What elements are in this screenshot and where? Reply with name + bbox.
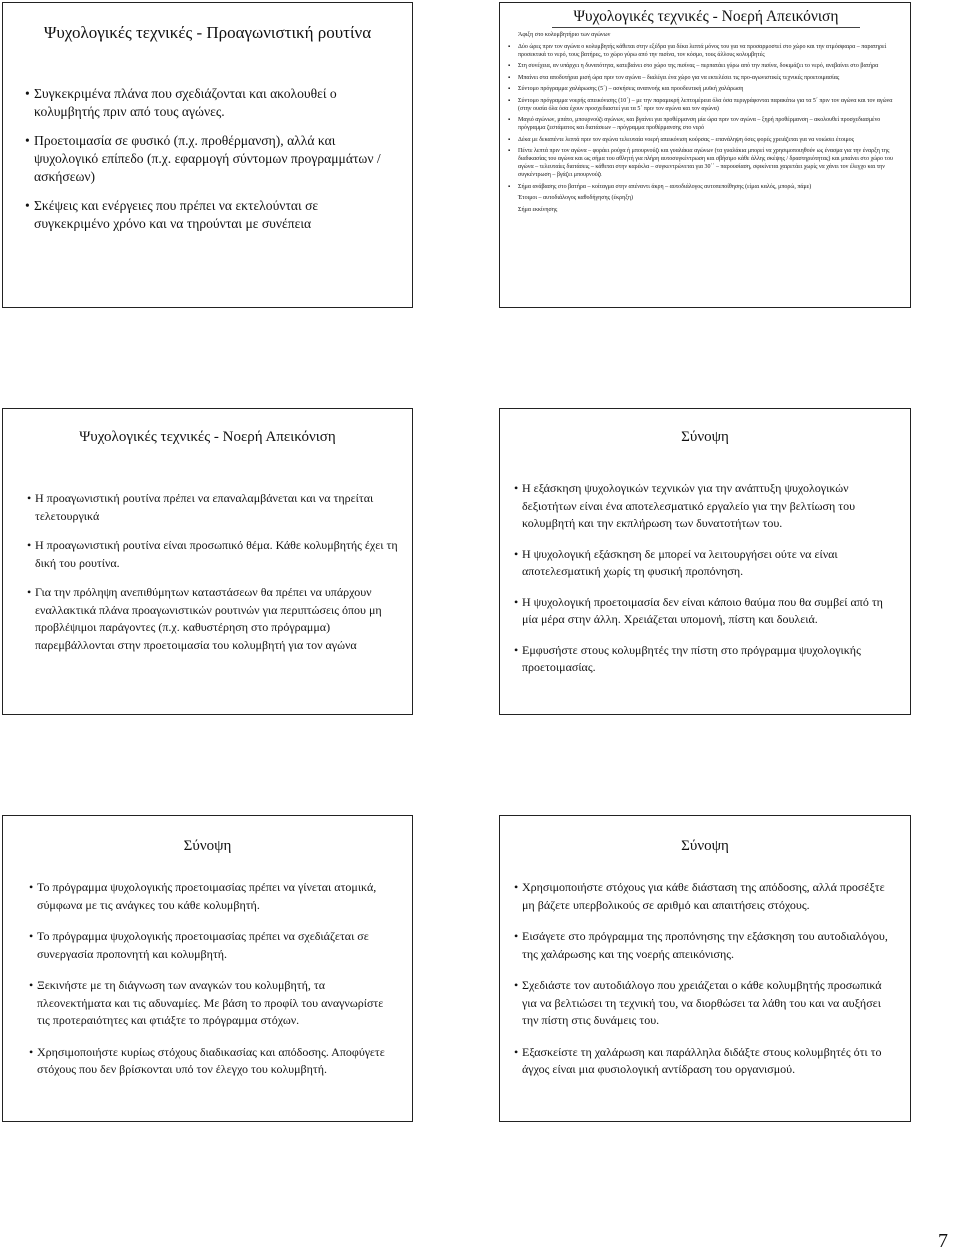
- bullet-list: [514, 480, 894, 677]
- bullet-item: • Η εξάσκηση ψυχολογικών τεχνικών για την ανάπτυξη ψυχολογικών δεξιοτήτων είναι ένα αποτελεσματικό εργαλείο για την βελτίωση του κολυμβητή και την εκπλήρωση των δυνατοτήτων του.: [514, 480, 894, 533]
- step-item: Σήμα εκκίνησης: [518, 206, 558, 213]
- bullet-item: • Η προαγωνιστική ρουτίνα είναι προσωπικό θέμα. Κάθε κολυμβητής έχει τη δική του ρουτίνα.: [27, 537, 398, 572]
- slide-mental-imagery-steps: [499, 2, 911, 308]
- step-item: ▪ Μαγιό αγώνων, μπάτο, μπουρνούζι αγώνων, και βγαίνει για προθέρμανση μία ώρα πριν τον αγώνα – ξηρή προθέρμανση – ακολουθεί προσχεδιασμένο πρόγραμμα ζεστάματος και διατάσεων – πρόγραμμα προθέρμανσης στο νερό: [508, 116, 904, 132]
- bullet-item: • Η προαγωνιστική ρουτίνα πρέπει να επαναλαμβάνεται και να τηρείται τελετουργικά: [27, 490, 398, 525]
- step-item: ▪ Σύντομο πρόγραμμα νοερής απεικόνισης (10΄) – με την παραμικρή λεπτομέρεια όλα όσα περιγράφονται παρακάτω για τα 5΄ πριν τον αγώνα και τον αγώνα (στην ουσία όλα όσα έχουν προσχεδιαστεί για τα 5΄ πριν τον αγώνα και τον αγώνα): [508, 97, 904, 113]
- slide-title: Ψυχολογικές τεχνικές - Νοερή Απεικόνιση: [552, 8, 860, 28]
- step-item: ▪ Σύντομο πρόγραμμα χαλάρωσης (5΄) – ασκήσεις αναπνοής και προοδευτική μυϊκή χαλάρωση: [508, 85, 904, 93]
- slide-title: Ψυχολογικές τεχνικές - Νοερή Απεικόνιση: [79, 429, 336, 445]
- bullet-item: • Χρησιμοποιήστε στόχους για κάθε διάσταση της απόδοσης, αλλά προσέξτε μη βάζετε υπερβολικούς σε αριθμό και απαιτήσεις στόχους.: [514, 879, 894, 914]
- slide-title: Σύνοψη: [681, 429, 729, 445]
- bullet-item: • Συγκεκριμένα πλάνα που σχεδιάζονται και ακολουθεί ο κολυμβητής πριν από τους αγώνες.: [25, 85, 396, 121]
- slide-summary-3: [499, 815, 911, 1122]
- bullet-list: [25, 85, 396, 233]
- step-item: Έτοιμοι – αυτοδιάλογος καθοδήγησης (έκρηξη): [518, 195, 634, 201]
- bullet-list: [514, 879, 894, 1079]
- page-number: 7: [938, 1230, 948, 1252]
- bullet-item: • Το πρόγραμμα ψυχολογικής προετοιμασίας πρέπει να σχεδιάζεται σε συνεργασία προπονητή και κολυμβητή.: [29, 928, 396, 963]
- bullet-item: • Προετοιμασία σε φυσικό (π.χ. προθέρμανση), αλλά και ψυχολογικό επίπεδο (π.χ. εφαρμογή σύντομων προγραμμάτων / ασκήσεων): [25, 132, 396, 186]
- step-item: ▪ Στη συνέχεια, αν υπάρχει η δυνατότητα, κατεβαίνει στο χώρο της πισίνας – περπατάει γύρω από την πισίνα, δοκιμάζει το νερό, ανεβαίνει στο βατήρα: [508, 62, 904, 70]
- bullet-item: • Εξασκείστε τη χαλάρωση και παράλληλα διδάξτε στους κολυμβητές ότι το άγχος είναι μια φυσιολογική αντίδραση του οργανισμού.: [514, 1044, 894, 1079]
- bullet-item: • Εισάγετε στο πρόγραμμα της προπόνησης την εξάσκηση του αυτοδιαλόγου, της χαλάρωσης και της νοερής απεικόνισης.: [514, 928, 894, 963]
- slide-title: Ψυχολογικές τεχνικές - Προαγωνιστική ρουτίνα: [43, 23, 372, 42]
- bullet-list: [29, 879, 396, 1079]
- bullet-item: • Σχεδιάστε τον αυτοδιάλογο που χρειάζεται ο κάθε κολυμβητής προσωπικά για να βελτιώσει τη τεχνική του, να διορθώσει τα λάθη του και να αυξήσει την πίστη στις δυνάμεις του.: [514, 977, 894, 1030]
- bullet-item: • Σκέψεις και ενέργειες που πρέπει να εκτελούνται σε συγκεκριμένο χρόνο και να τηρούνται με συνέπεια: [25, 197, 396, 233]
- bullet-item: • Η ψυχολογική εξάσκηση δε μπορεί να λειτουργήσει ούτε να είναι αποτελεσματική χωρίς τη φυσική προπόνηση.: [514, 546, 894, 581]
- bullet-item: • Χρησιμοποιήστε κυρίως στόχους διαδικασίας και απόδοσης. Αποφύγετε στόχους που δεν βρίσκονται υπό τον έλεγχο του κολυμβητή.: [29, 1044, 396, 1079]
- bullet-item: • Για την πρόληψη ανεπιθύμητων καταστάσεων θα πρέπει να υπάρχουν εναλλακτικά πλάνα προαγωνιστικών ρουτινών για περιπτώσεις όπου μη προβλέψιμοι παράγοντες (π.χ. καθυστέρηση στο πρόγραμμα) παρεμβάλλονται στην προετοιμασία του κολυμβητή για τον αγώνα: [27, 584, 398, 654]
- bullet-list: [27, 490, 398, 654]
- bullet-item: • Το πρόγραμμα ψυχολογικής προετοιμασίας πρέπει να γίνεται ατομικά, σύμφωνα με τις ανάγκες του κάθε κολυμβητή.: [29, 879, 396, 914]
- slide-preroutine: [2, 2, 413, 308]
- bullet-item: • Ξεκινήστε με τη διάγνωση των αναγκών του κολυμβητή, τα πλεονεκτήματα και τις αδυναμίες. Με βάση το προφίλ του αναγνωρίστε τις προτεραιότητες και φτιάξτε το πρόγραμμα στόχων.: [29, 977, 396, 1030]
- step-item: Άφιξη στο κολυμβητήριο των αγώνων: [518, 32, 611, 38]
- slide-summary-1: [499, 408, 911, 715]
- bullet-item: • Εμφυσήστε στους κολυμβητές την πίστη στο πρόγραμμα ψυχολογικής προετοιμασίας.: [514, 642, 894, 677]
- step-item: ▪ Σήμα ανάβασης στο βατήρα – κοίταγμα στην απέναντι άκρη – αυτοδιάλογος αυτοπεποίθησης (είμαι καλός, μπορώ, πάμε): [508, 183, 904, 191]
- slide-mental-imagery: [2, 408, 413, 715]
- slide-summary-2: [2, 815, 413, 1122]
- slide-title: Σύνοψη: [681, 838, 729, 854]
- step-item: ▪ Πέντε λεπτά πριν τον αγώνα – φοράει ρούχα ή μπουρνούζι και γυαλάκια αγώνων (τα γυαλάκια μπορεί να χρησιμοποιηθούν ως ένασμα για την έναρξη της διαδικασίας του αγώνα και ως σήμα του αθλητή για πλήρη αυτοσυγκέντρωση και σβήσιμο κάθε άλλης σκέψης / δραστηριότητας) και μπαίνει στο χώρο του αγώνα – τελευταίες διατάσεις – κάθεται στην καρέκλα – συγκεντρώνεται για 30΄΄ – παρουσίαση, σφικίνεται χαιρετάει χωρίς να χάνει τον έλεγχο και την συγκέντρωση – βγάζει μπουρνούζι: [508, 147, 904, 179]
- step-item: ▪ Μπαίνει στα αποδυτήρια μισή ώρα πριν τον αγώνα – διαλέγει ένα χώρο για να εκτελέσει τις προ-αγωνιστικές τεχνικές προετοιμασίας: [508, 74, 904, 82]
- slide-title: Σύνοψη: [183, 838, 232, 854]
- step-item: ▪ Δέκα με δεκαπέντε λεπτά πριν τον αγώνα τελευταία νοερή απεικόνιση κούρσας – επανάληψη όσες φορές χρειάζεται για να νοιώσει έτοιμος: [508, 136, 904, 144]
- steps-list: [508, 31, 904, 214]
- step-item: ▪ Δύο ώρες πριν τον αγώνα ο κολυμβητής κάθεται στην εξέδρα για δέκα λεπτά μόνος του για να προσαρμοστεί στο χώρο και την ατμόσφαιρα – παρατηρεί προσεκτικά το νερό, τους βατήρες, το χώρο γύρω από την πισίνα, τον κόσμο, τους άλλους κολυμβητές: [508, 43, 904, 59]
- bullet-item: • Η ψυχολογική προετοιμασία δεν είναι κάποιο θαύμα που θα συμβεί από τη μία μέρα στην άλλη. Χρειάζεται υπομονή, πίστη και δουλειά.: [514, 594, 894, 629]
